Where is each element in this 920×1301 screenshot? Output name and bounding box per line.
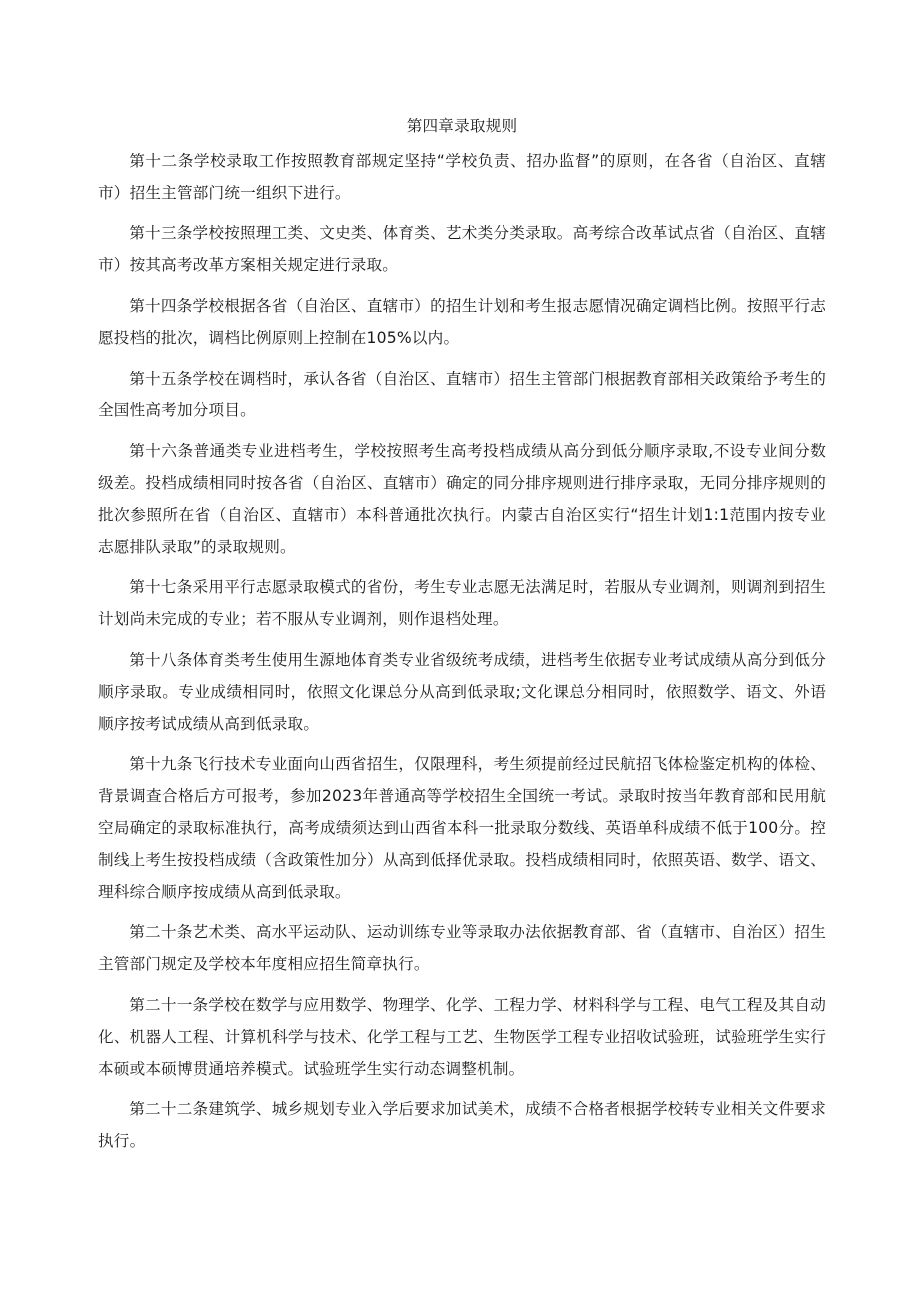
chapter-title: 第四章录取规则 [406,117,518,135]
article-13: 第十三条学校按照理工类、文史类、体育类、艺术类分类录取。高考综合改革试点省（自治区、直辖市）按其高考改革方案相关规定进行录取。 [98,224,826,275]
article-17: 第十七条采用平行志愿录取模式的省份，考生专业志愿无法满足时，若服从专业调剂，则调剂到招生计划尚未完成的专业；若不服从专业调剂，则作退档处理。 [98,578,826,629]
article-19: 第十九条飞行技术专业面向山西省招生，仅限理科，考生须提前经过民航招飞体检鉴定机构的体检、背景调查合格后方可报考，参加2023年普通高等学校招生全国统一考试。录取时按当年教育部和民用航空局确定的录取标准执行，高考成绩须达到山西省本科一批录取分数线、英语单科成绩不低于100分。控制线上考生按投档成绩（含政策性加分）从高到低择优录取。投档成绩相同时，依照英语、数学、语文、理科综合顺序按成绩从高到低录取。 [98,755,826,901]
article-15: 第十五条学校在调档时，承认各省（自治区、直辖市）招生主管部门根据教育部相关政策给予考生的全国性高考加分项目。 [98,369,826,420]
document-body [98,111,826,1167]
article-21: 第二十一条学校在数学与应用数学、物理学、化学、工程力学、材料科学与工程、电气工程及其自动化、机器人工程、计算机科学与技术、化学工程与工艺、生物医学工程专业招收试验班，试验班学生实行本硕或本硕博贯通培养模式。试验班学生实行动态调整机制。 [98,995,826,1078]
article-12: 第十二条学校录取工作按照教育部规定坚持“学校负责、招办监督”的原则，在各省（自治区、直辖市）招生主管部门统一组织下进行。 [98,151,826,202]
article-18: 第十八条体育类考生使用生源地体育类专业省级统考成绩，进档考生依据专业考试成绩从高分到低分顺序录取。专业成绩相同时，依照文化课总分从高到低录取;文化课总分相同时，依照数学、语文、外语顺序按考试成绩从高到低录取。 [98,650,826,733]
article-14: 第十四条学校根据各省（自治区、直辖市）的招生计划和考生报志愿情况确定调档比例。按照平行志愿投档的批次，调档比例原则上控制在105%以内。 [98,296,826,347]
article-20: 第二十条艺术类、高水平运动队、运动训练专业等录取办法依据教育部、省（直辖市、自治区）招生主管部门规定及学校本年度相应招生简章执行。 [98,923,826,974]
article-16: 第十六条普通类专业进档考生，学校按照考生高考投档成绩从高分到低分顺序录取,不设专业间分数级差。投档成绩相同时按各省（自治区、直辖市）确定的同分排序规则进行排序录取，无同分排序规则的批次参照所在省（自治区、直辖市）本科普通批次执行。内蒙古自治区实行“招生计划1:1范围内按专业志愿排队录取”的录取规则。 [98,442,826,556]
article-22: 第二十二条建筑学、城乡规划专业入学后要求加试美术，成绩不合格者根据学校转专业相关文件要求执行。 [98,1100,826,1151]
